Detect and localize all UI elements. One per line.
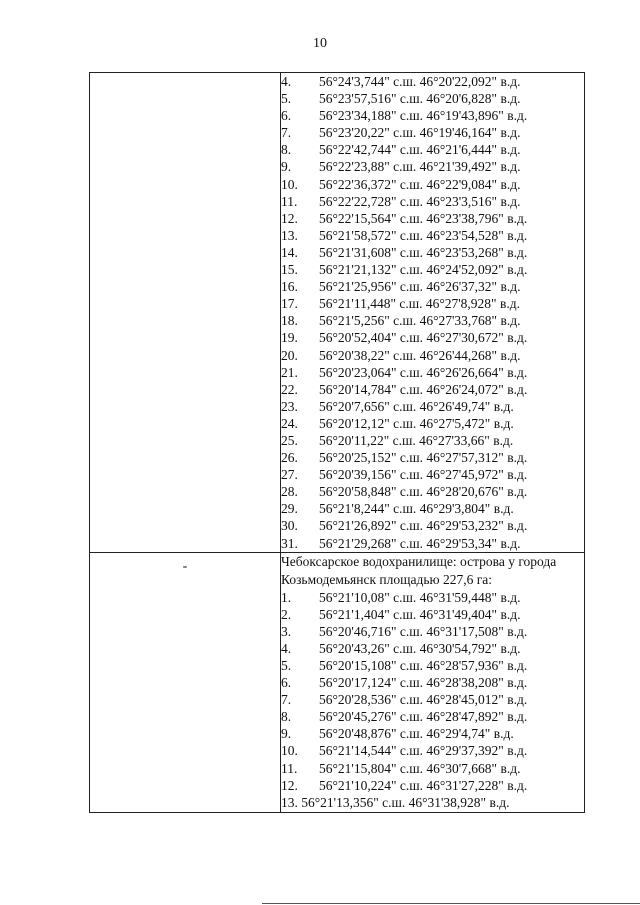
point-number: 23. [281, 398, 298, 414]
point-number: 16. [281, 279, 298, 295]
point-coordinates: 56°22'23,88" с.ш. 46°21'39,492" в.д. [319, 159, 521, 175]
point-number: 22. [281, 381, 298, 397]
point-number: 10. [281, 176, 298, 192]
coordinate-row [281, 623, 584, 640]
point-coordinates: 56°20'7,656" с.ш. 46°26'49,74" в.д. [319, 398, 514, 414]
point-coordinates: 56°21'25,956" с.ш. 46°26'37,32" в.д. [319, 279, 521, 295]
point-number: 8. [281, 709, 292, 725]
point-coordinates: 56°20'38,22" с.ш. 46°26'44,268" в.д. [319, 347, 521, 363]
point-coordinates: 56°21'8,244" с.ш. 46°29'3,804" в.д. [319, 501, 514, 517]
coordinate-row [281, 742, 584, 759]
coordinate-row [281, 176, 584, 193]
point-number: 12. [281, 210, 298, 226]
point-number: 5. [281, 658, 292, 673]
coordinate-row [281, 777, 584, 794]
point-number: 11. [281, 760, 298, 776]
coordinate-row [281, 347, 584, 364]
point-coordinates: 56°20'43,26" с.ш. 46°30'54,792" в.д. [319, 640, 521, 656]
point-number: 29. [281, 501, 298, 517]
point-coordinates: 56°20'28,536" с.ш. 46°28'45,012" в.д. [319, 692, 528, 708]
point-coordinates: 56°20'11,22" с.ш. 46°27'33,66" в.д. [319, 432, 514, 448]
point-number: 3. [281, 623, 292, 639]
coordinate-row [281, 483, 584, 500]
coordinate-row [281, 725, 584, 742]
coordinate-row [281, 158, 584, 175]
coordinate-row [281, 449, 584, 466]
coordinate-row [281, 329, 584, 346]
coordinate-row [281, 73, 584, 90]
coordinate-row [281, 124, 584, 141]
point-coordinates: 56°21'10,08" с.ш. 46°31'59,448" в.д. [319, 589, 521, 605]
point-number: 24. [281, 415, 298, 431]
point-coordinates: 56°21'31,608" с.ш. 46°23'53,268" в.д. [319, 244, 528, 260]
coordinate-list [281, 73, 584, 552]
coordinate-row [281, 244, 584, 261]
coordinate-row [281, 141, 584, 158]
coordinate-row [281, 500, 584, 517]
table-row [90, 552, 585, 812]
coordinate-row [281, 261, 584, 278]
point-number: 6. [281, 675, 292, 691]
point-number: 6. [281, 108, 292, 124]
left-cell-text [90, 73, 280, 79]
point-number: 7. [281, 125, 292, 141]
point-coordinates: 56°21'29,268" с.ш. 46°29'53,34" в.д. [319, 535, 521, 551]
point-coordinates: 56°20'23,064" с.ш. 46°26'26,664" в.д. [319, 364, 528, 380]
point-coordinates: 56°20'58,848" с.ш. 46°28'20,676" в.д. [319, 484, 528, 500]
point-number: 19. [281, 330, 298, 346]
point-coordinates: 56°21'1,404" с.ш. 46°31'49,404" в.д. [319, 606, 521, 622]
point-coordinates: 56°20'12,12" с.ш. 46°27'5,472" в.д. [319, 415, 514, 431]
point-number: 7. [281, 692, 292, 708]
left-cell [90, 552, 281, 812]
coordinate-row [281, 657, 584, 674]
coordinate-row [281, 398, 584, 415]
coordinate-list-cell [281, 73, 585, 553]
point-number: 4. [281, 640, 292, 656]
coordinate-row [281, 589, 584, 606]
point-coordinates: 56°20'39,156" с.ш. 46°27'45,972" в.д. [319, 467, 528, 483]
point-number: 20. [281, 347, 298, 363]
coordinate-row [281, 517, 584, 534]
point-number: 10. [281, 743, 298, 759]
coordinate-row [281, 415, 584, 432]
coordinate-row [281, 227, 584, 244]
point-number: 9. [281, 159, 292, 175]
coordinate-row [281, 691, 584, 708]
coordinate-row: 13. 56°21'13,356" с.ш. 46°31'38,928" в.д. [281, 794, 510, 810]
point-coordinates: 56°22'22,728" с.ш. 46°23'3,516" в.д. [319, 193, 521, 209]
point-coordinates: 56°22'15,564" с.ш. 46°23'38,796" в.д. [319, 210, 528, 226]
point-number: 1. [281, 589, 292, 605]
point-number: 14. [281, 244, 298, 260]
point-coordinates: 56°21'11,448" с.ш. 46°27'8,928" в.д. [319, 296, 520, 312]
point-coordinates: 56°21'5,256" с.ш. 46°27'33,768" в.д. [319, 313, 521, 329]
coordinate-row [281, 295, 584, 312]
coordinate-row [281, 760, 584, 777]
coordinate-row [281, 90, 584, 107]
point-coordinates: 56°20'46,716" с.ш. 46°31'17,508" в.д. [319, 623, 528, 639]
point-number: 8. [281, 142, 292, 158]
point-coordinates: 56°20'15,108" с.ш. 46°28'57,936" в.д. [319, 658, 528, 673]
coordinate-row [281, 674, 584, 691]
point-coordinates: 56°20'17,124" с.ш. 46°28'38,208" в.д. [319, 675, 528, 691]
coordinate-row [281, 278, 584, 295]
point-number: 15. [281, 262, 298, 278]
point-number: 18. [281, 313, 298, 329]
left-cell [90, 73, 281, 553]
table-row [90, 73, 585, 553]
point-number: 27. [281, 467, 298, 483]
coordinate-row [281, 535, 584, 552]
point-coordinates: 56°21'21,132" с.ш. 46°24'52,092" в.д. [319, 262, 528, 278]
point-coordinates: 56°24'3,744" с.ш. 46°20'22,092" в.д. [319, 74, 521, 89]
point-number: 13. [281, 227, 298, 243]
coordinate-row [281, 466, 584, 483]
point-coordinates: 56°23'57,516" с.ш. 46°20'6,828" в.д. [319, 91, 521, 107]
coordinate-row [281, 364, 584, 381]
coordinate-row [281, 193, 584, 210]
point-coordinates: 56°21'26,892" с.ш. 46°29'53,232" в.д. [319, 518, 528, 534]
coordinate-row [281, 381, 584, 398]
point-number: 17. [281, 296, 298, 312]
point-number: 25. [281, 432, 298, 448]
area-description: Чебоксарское водохранилище: острова у города Козьмодемьянск площадью 227,6 га: [281, 553, 557, 587]
coordinate-row [281, 107, 584, 124]
point-coordinates: 56°21'10,224" с.ш. 46°31'27,228" в.д. [319, 777, 528, 793]
point-coordinates: 56°21'14,544" с.ш. 46°29'37,392" в.д. [319, 743, 528, 759]
coordinate-row [281, 708, 584, 725]
bottom-divider [262, 903, 640, 904]
point-number: 30. [281, 518, 298, 534]
point-coordinates: 56°20'25,152" с.ш. 46°27'57,312" в.д. [319, 450, 528, 466]
point-number: 9. [281, 726, 292, 742]
point-number: 2. [281, 606, 292, 622]
coordinate-row [281, 640, 584, 657]
coordinate-row [281, 432, 584, 449]
point-coordinates: 56°23'34,188" с.ш. 46°19'43,896" в.д. [319, 108, 528, 124]
point-number: 11. [281, 193, 298, 209]
point-coordinates: 56°22'42,744" с.ш. 46°21'6,444" в.д. [319, 142, 521, 158]
point-coordinates: 56°20'14,784" с.ш. 46°26'24,072" в.д. [319, 381, 528, 397]
point-number: 28. [281, 484, 298, 500]
point-coordinates: 56°20'52,404" с.ш. 46°27'30,672" в.д. [319, 330, 528, 346]
point-coordinates: 56°21'58,572" с.ш. 46°23'54,528" в.д. [319, 227, 528, 243]
coordinate-row [281, 312, 584, 329]
point-coordinates: 56°23'20,22" с.ш. 46°19'46,164" в.д. [319, 125, 521, 141]
coordinate-row [281, 606, 584, 623]
point-number: 21. [281, 364, 298, 380]
coordinate-list-cell [281, 552, 585, 812]
point-coordinates: 56°20'48,876" с.ш. 46°29'4,74" в.д. [319, 726, 514, 742]
coordinates-table [89, 72, 585, 813]
point-number: 26. [281, 450, 298, 466]
point-number: 4. [281, 74, 292, 89]
point-coordinates: 56°21'15,804" с.ш. 46°30'7,668" в.д. [319, 760, 521, 776]
page-number: 10 [313, 36, 327, 51]
point-coordinates: 56°20'45,276" с.ш. 46°28'47,892" в.д. [319, 709, 528, 725]
point-number: 5. [281, 91, 292, 107]
point-coordinates: 56°22'36,372" с.ш. 46°22'9,084" в.д. [319, 176, 521, 192]
coordinate-row [281, 210, 584, 227]
coordinate-list [281, 589, 584, 794]
point-number: 31. [281, 535, 298, 551]
point-number: 12. [281, 777, 298, 793]
left-cell-dash: - [182, 558, 188, 574]
